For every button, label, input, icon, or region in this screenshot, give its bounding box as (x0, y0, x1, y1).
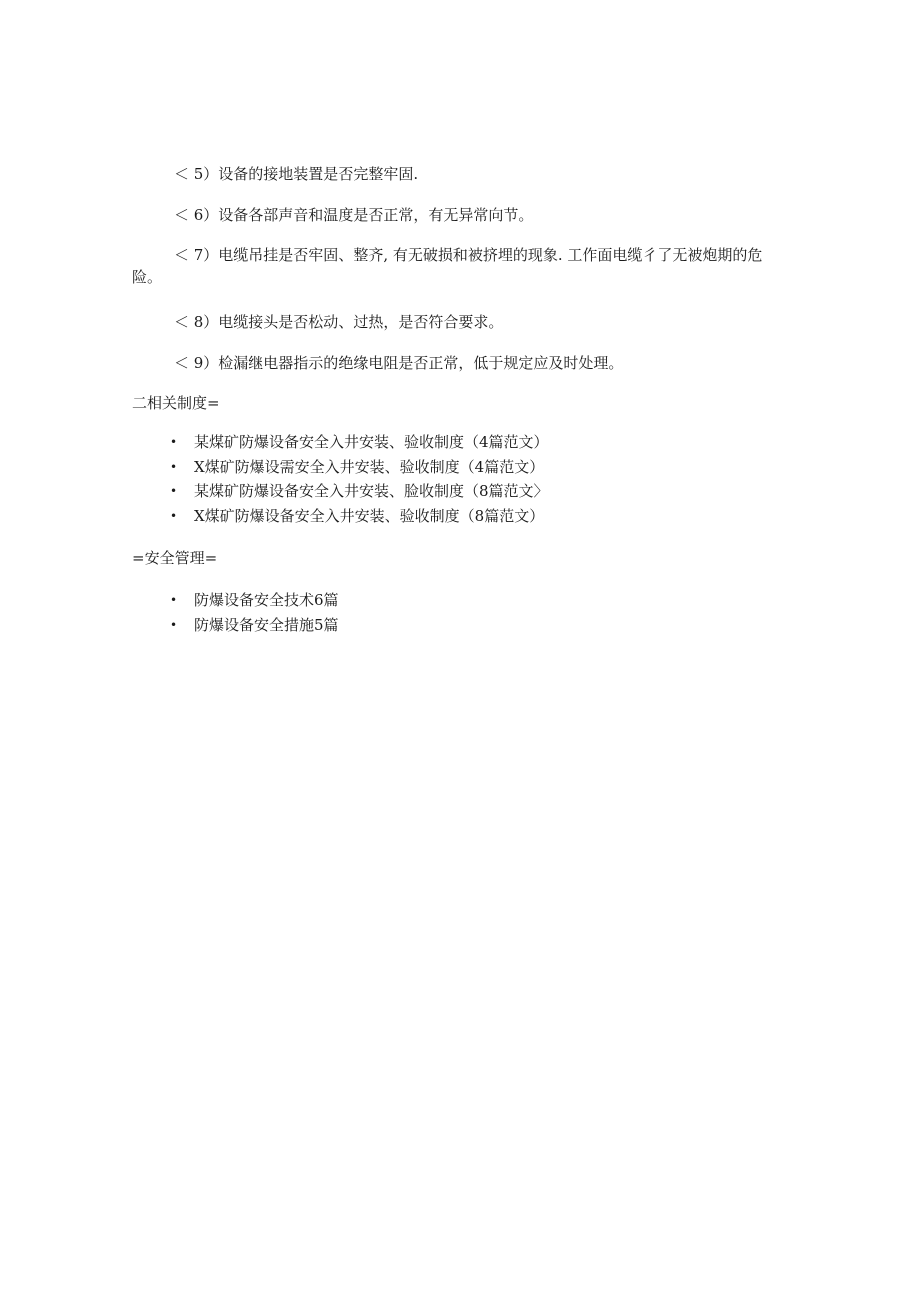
related-link-3[interactable] (170, 479, 549, 504)
safety-link-1[interactable] (170, 588, 339, 613)
related-link-4[interactable] (170, 504, 549, 529)
check-item-8 (132, 311, 792, 333)
check-item-5 (132, 163, 792, 185)
bullet-icon: • (170, 459, 178, 474)
check-item-6-text: ＜ 6）设备各部声音和温度是否正常，有无异常向节。 (174, 206, 534, 224)
related-heading: 二相关制度= (132, 394, 220, 412)
safety-list (170, 588, 339, 637)
check-item-9 (132, 352, 792, 374)
related-link-3-text[interactable]: 某煤矿防爆设备安全入井安装、脸收制度（8篇范文〉 (194, 482, 549, 500)
safety-heading: =安全管理= (132, 549, 218, 567)
safety-link-1-text[interactable]: 防爆设备安全技术6篇 (194, 591, 339, 609)
bullet-icon: • (170, 435, 178, 449)
bullet-icon: • (170, 484, 178, 498)
bullet-icon: • (170, 508, 178, 523)
check-item-7 (132, 244, 792, 288)
related-link-2-text[interactable]: X煤矿防爆设需安全入井安装、验收制度（4篇范文） (194, 457, 545, 476)
safety-link-2[interactable] (170, 613, 339, 638)
check-item-5-text: ＜ 5）设备的接地装置是否完整牢固. (174, 165, 419, 183)
check-item-8-text: ＜ 8）电缆接头是否松动、过热，是否符合要求。 (174, 313, 504, 331)
related-link-1-text[interactable]: 某煤矿防爆设备安全入井安装、验收制度（4篇范文） (194, 433, 549, 451)
check-item-9-text: ＜ 9）检漏继电器指示的绝缘电阻是否正常，低于规定应及时处理。 (174, 354, 624, 372)
related-link-4-text[interactable]: X煤矿防爆设备安全入井安装、验收制度（8篇范文） (194, 506, 545, 525)
safety-link-2-text[interactable]: 防爆设备安全措施5篇 (194, 615, 339, 634)
bullet-icon: • (170, 593, 178, 607)
related-link-2[interactable] (170, 455, 549, 480)
related-link-1[interactable] (170, 430, 549, 455)
related-list (170, 430, 549, 528)
check-item-6 (132, 204, 792, 226)
check-item-7-text: ＜ 7）电缆吊挂是否牢固、整齐, 有无破损和被挤埋的现象. 工作面电缆彳了无被炮期的危险。 (132, 246, 763, 286)
bullet-icon: • (170, 617, 178, 632)
